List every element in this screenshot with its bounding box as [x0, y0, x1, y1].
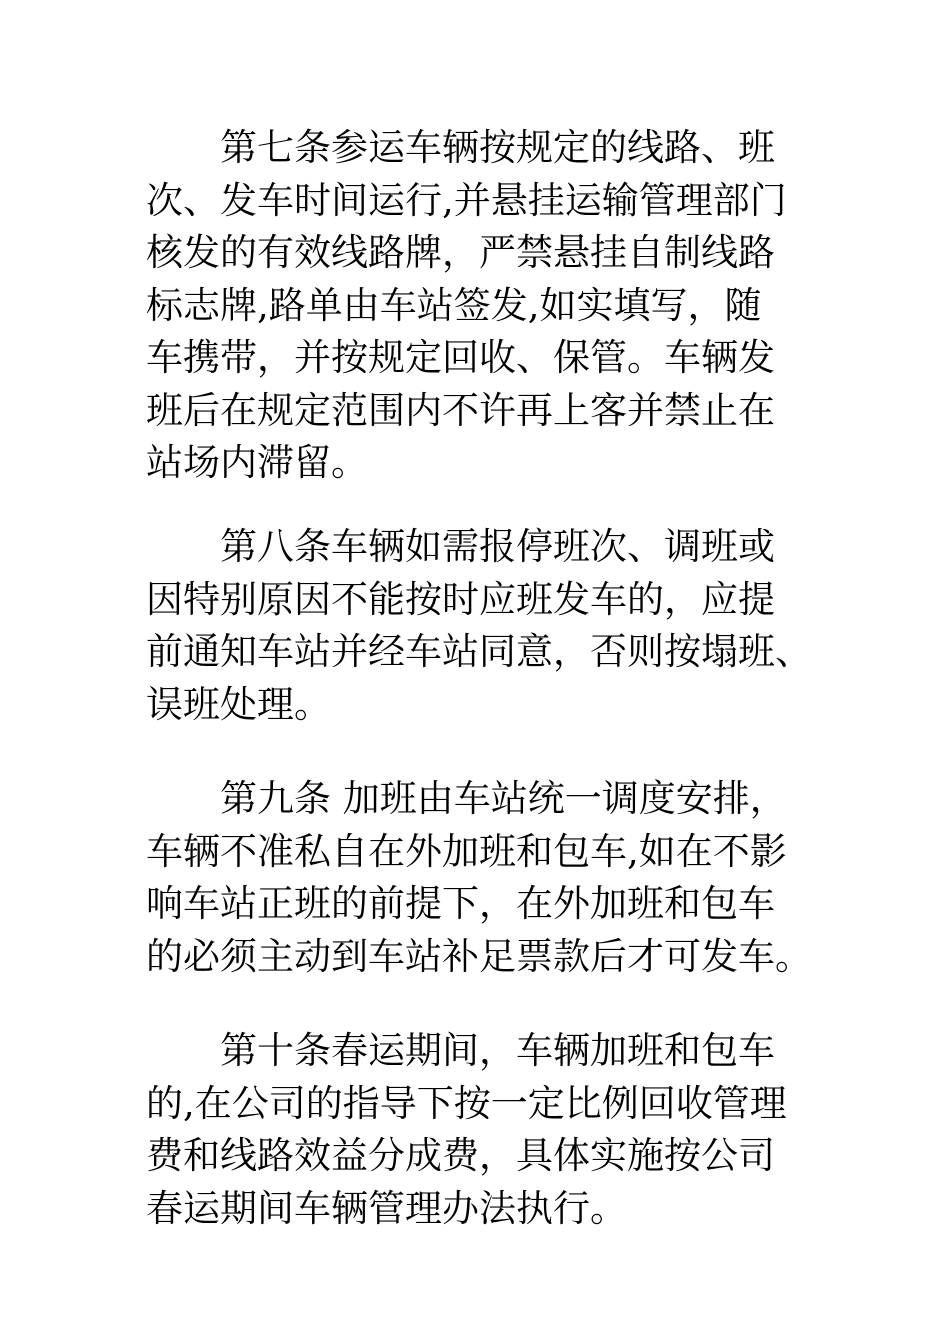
text-line: 第八条车辆如需报停班次、调班或	[146, 525, 775, 568]
text-line: 标志牌,路单由车站签发,如实填写，随	[146, 283, 762, 327]
text-line: 第十条春运期间，车辆加班和包车	[146, 1029, 775, 1072]
text-line: 的必须主动到车站补足票款后才可发车。	[146, 934, 812, 978]
text-line: 因特别原因不能按时应班发车的，应提	[146, 577, 775, 621]
text-line: 车携带，并按规定回收、保管。车辆发	[146, 336, 775, 379]
text-line: 误班处理。	[146, 682, 331, 726]
text-line: 核发的有效线路牌，严禁悬挂自制线路	[146, 231, 775, 274]
text-line: 的,在公司的指导下按一定比例回收管理	[146, 1081, 787, 1125]
text-line: 响车站正班的前提下，在外加班和包车	[146, 882, 775, 925]
text-line: 车辆不准私自在外加班和包车,如在不影	[146, 829, 787, 873]
text-line: 次、发车时间运行,并悬挂运输管理部门	[146, 178, 787, 222]
text-line: 第七条参运车辆按规定的线路、班	[146, 126, 775, 169]
paragraph-article-8	[146, 521, 846, 731]
text-line: 班后在规定范围内不许再上客并禁止在	[146, 388, 775, 432]
text-line: 站场内滞留。	[146, 441, 368, 484]
paragraph-article-7	[146, 122, 846, 490]
text-line: 春运期间车辆管理办法执行。	[146, 1186, 627, 1230]
text-line: 前通知车站并经车站同意，否则按塌班、	[146, 630, 812, 673]
paragraph-article-9	[146, 773, 846, 983]
text-line: 第九条 加班由车站统一调度安排，	[146, 777, 787, 820]
text-line: 费和线路效益分成费，具体实施按公司	[146, 1134, 775, 1177]
paragraph-article-10	[146, 1025, 846, 1235]
